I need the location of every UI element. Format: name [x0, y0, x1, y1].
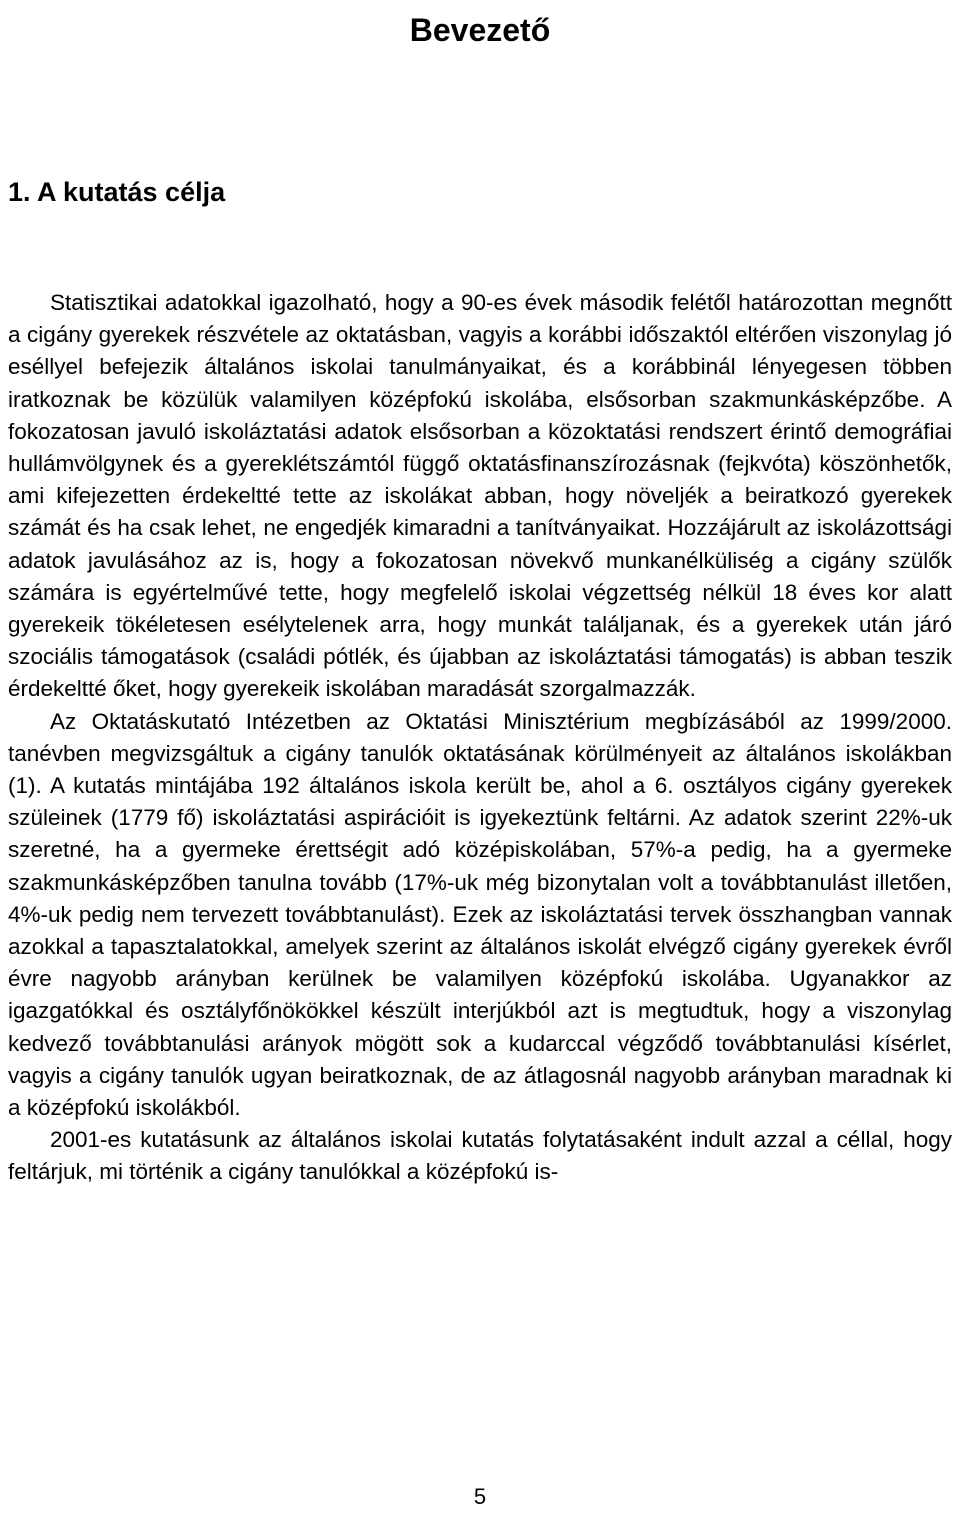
paragraph: 2001-es kutatásunk az általános iskolai kutatás folytatásaként indult azzal a céllal, hogy feltárjuk, mi történik a cigány tanulókkal a középfokú is-	[8, 1127, 952, 1185]
paragraph: Az Oktatáskutató Intézetben az Oktatási Minisztérium megbízásából az 1999/2000. tanévben megvizsgáltuk a cigány tanulók oktatásának körülményeit az általános iskolákban (1). A kutatás mintájába 192 általános iskola került be, ahol a 6. osztályos cigány gyerekek szüleinek (1779 fő) iskoláztatási aspirációit is igyekeztünk feltárni. Az adatok szerint 22%-uk szeretné, ha a gyermeke érettségit adó középiskolában, 57%-a pedig, ha a gyermeke szakmunkásképzőben tanulna tovább (17%-uk még bizonytalan volt a továbbtanulást illetően, 4%-uk pedig nem tervezett továbbtanulást). Ezek az iskoláztatási tervek összhangban vannak azokkal a tapasztalatokkal, amelyek szerint az általános iskolát elvégző cigány gyerekek évről évre nagyobb arányban kerülnek be valamilyen középfokú iskolába. Ugyanakkor az igazgatókkal és osztályfőnökökkel készült interjúkból azt is megtudtuk, hogy a viszonylag kedvező továbbtanulási arányok mögött sok a kudarccal végződő továbbtanulási kísérlet, vagyis a cigány tanulók ugyan beiratkoznak, de az átlagosnál nagyobb arányban maradnak ki a középfokú iskolákból.	[8, 708, 952, 1121]
section-heading: 1. A kutatás célja	[8, 177, 226, 207]
paragraph: Statisztikai adatokkal igazolható, hogy a 90-es évek második felétől határozottan megnőtt a cigány gyerekek részvétele az oktatásban, vagyis a korábbi időszaktól eltérően viszonylag jó eséllyel befejezik általános iskolai tanulmányaikat, és a korábbinál lényegesen többen iratkoznak be közülük valamilyen középfokú iskolába, elsősorban szakmunkásképzőbe. A fokozatosan javuló iskoláztatási adatok elsősorban a közoktatási rendszert érintő demográfiai hullámvölgynek és a gyereklétszámtól függő oktatásfinanszírozásnak (fejkvóta) köszönhetők, ami kifejezetten érdekeltté tette az iskolákat abban, hogy növeljék a beiratkozó gyerekek számát és ha csak lehet, ne engedjék kimaradni a tanítványaikat. Hozzájárult az iskolázottsági adatok javulásához az is, hogy a fokozatosan növekvő munkanélküliség a cigány szülők számára is egyértelművé tette, hogy megfelelő iskolai végzettség nélkül 18 éves kor alatt gyerekeik tökéletesen esélytelenek arra, hogy munkát találjanak, és a gyerekek után járó szociális támogatások (családi pótlék, és újabban az iskoláztatási támogatás) is abban teszik érdekeltté őket, hogy gyerekeik iskolában maradását szorgalmazzák.	[8, 290, 952, 702]
page-number: 5	[473, 1484, 487, 1509]
chapter-title: Bevezető	[409, 12, 551, 48]
body-text	[8, 287, 952, 1189]
